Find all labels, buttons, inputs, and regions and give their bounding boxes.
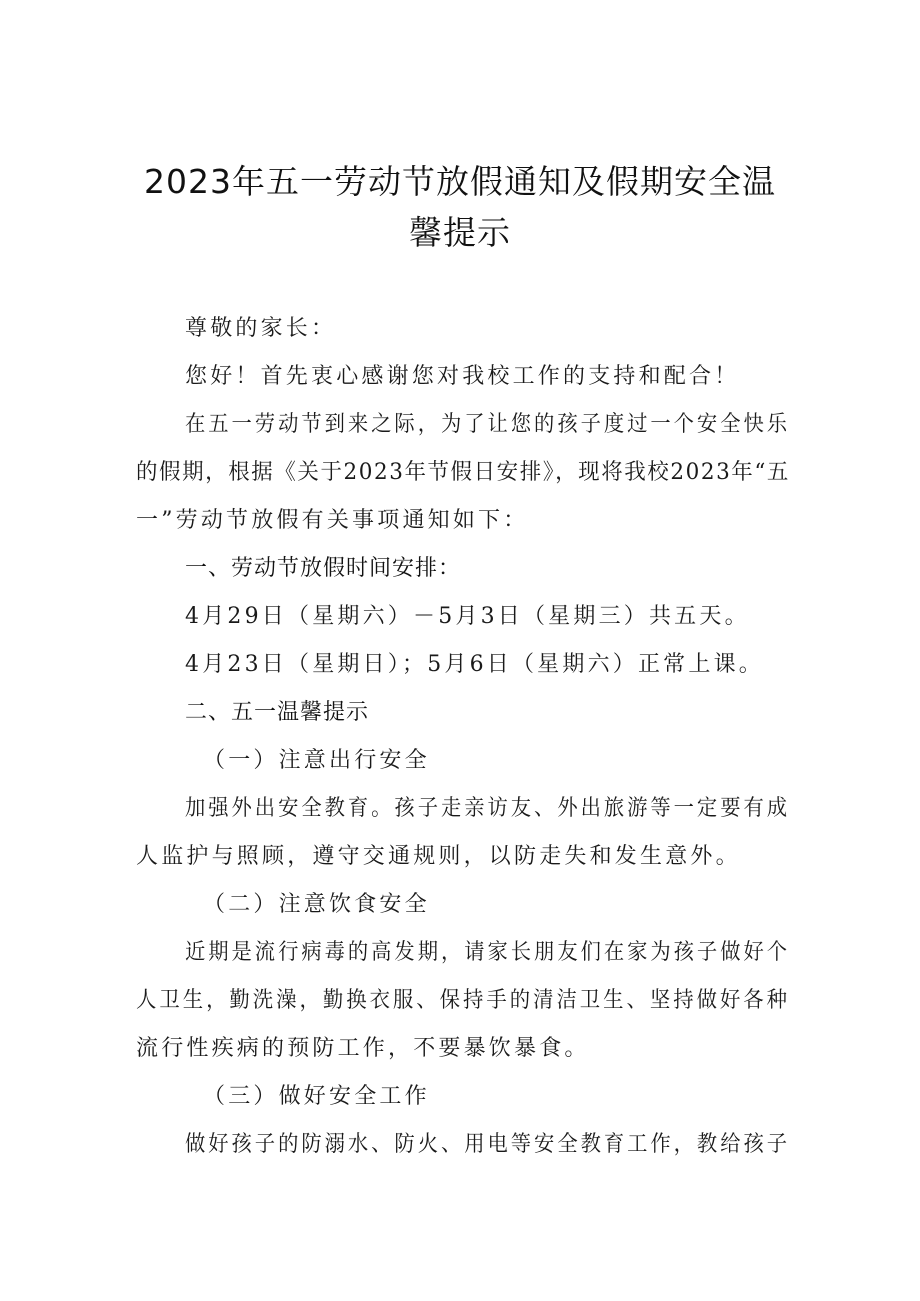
subsection-3-line-1: 做好孩子的防溺水、防火、用电等安全教育工作，教给孩子 (185, 1132, 791, 1157)
section-1-heading: 一、劳动节放假时间安排： (185, 556, 462, 581)
document-title-line-2: 馨提示 (409, 213, 511, 252)
makeup-class-dates: 4月23日（星期日）；5月6日（星期六）正常上课。 (185, 652, 764, 677)
subsection-2-line-3: 流行性疾病的预防工作，不要暴饮暴食。 (136, 1036, 590, 1061)
intro-line-2: 的假期，根据《关于2023年节假日安排》，现将我校2023年“五 (136, 460, 790, 485)
intro-line-1: 在五一劳动节到来之际，为了让您的孩子度过一个安全快乐 (185, 412, 791, 437)
document-title-line-1: 2023年五一劳动节放假通知及假期安全温 (144, 162, 776, 201)
subsection-1-line-1: 加强外出安全教育。孩子走亲访友、外出旅游等一定要有成 (185, 796, 791, 821)
subsection-2-title: （二）注意饮食安全 (203, 892, 430, 917)
intro-line-3: 一”劳动节放假有关事项通知如下： (136, 508, 529, 533)
salutation: 尊敬的家长： (185, 316, 337, 341)
holiday-dates: 4月29日（星期六）－5月3日（星期三）共五天。 (185, 604, 750, 629)
subsection-2-line-2: 人卫生，勤洗澡，勤换衣服、保持手的清洁卫生、坚持做好各种 (136, 988, 791, 1013)
subsection-1-line-2: 人监护与照顾，遵守交通规则，以防走失和发生意外。 (136, 844, 741, 869)
section-2-heading: 二、五一温馨提示 (185, 700, 370, 725)
subsection-2-line-1: 近期是流行病毒的高发期，请家长朋友们在家为孩子做好个 (185, 940, 791, 965)
subsection-1-title: （一）注意出行安全 (203, 748, 430, 773)
subsection-3-title: （三）做好安全工作 (203, 1084, 430, 1109)
greeting: 您好！首先衷心感谢您对我校工作的支持和配合！ (185, 364, 740, 389)
